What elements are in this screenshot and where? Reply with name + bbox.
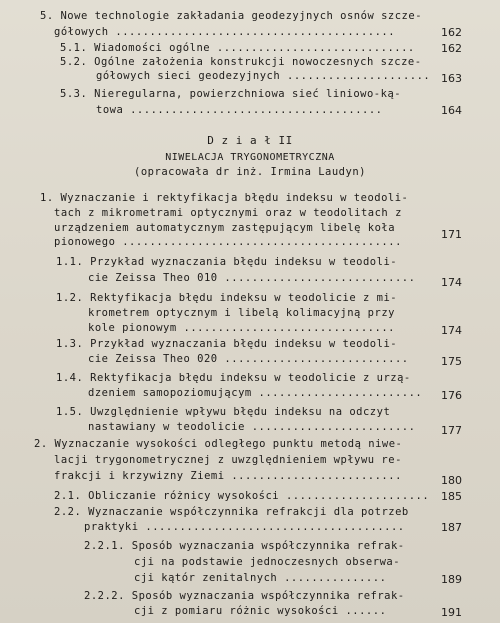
section-title: NIWELACJA TRYGONOMETRYCZNA <box>165 152 335 163</box>
toc-entry-1-5: 1.5. Uwzględnienie wpływu błędu indeksu na odczyt <box>56 406 391 418</box>
toc-entry-2-2-1-cont: cji kątór zenitalnych ............... <box>134 572 387 584</box>
toc-entry-1-2: 1.2. Rektyfikacja błędu indeksu w teodolicie z mi- <box>56 292 398 304</box>
toc-entry-1: 1. Wyznaczanie i rektyfikacja błędu indeksu w teodoli- <box>40 192 409 204</box>
page-number: 171 <box>441 228 462 241</box>
page-number: 162 <box>441 42 462 55</box>
toc-entry-1-2-cont: krometrem optycznym i libelą kolimacyjną przy <box>88 307 395 319</box>
toc-entry-1-cont: pionowego ......................................... <box>54 236 402 248</box>
page-number: 163 <box>441 72 462 85</box>
toc-entry-5-1: 5.1. Wiadomości ogólne ............................. <box>60 42 415 54</box>
page-number: 191 <box>441 606 462 619</box>
toc-entry-1-5-cont: nastawiany w teodolicie ........................ <box>88 421 416 433</box>
page-number: 176 <box>441 389 462 402</box>
page-number: 174 <box>441 276 462 289</box>
toc-entry-2-2-2: 2.2.2. Sposób wyznaczania współczynnika refrak- <box>84 590 405 602</box>
page-number: 174 <box>441 324 462 337</box>
page-number: 187 <box>441 521 462 534</box>
page-number: 162 <box>441 26 462 39</box>
toc-entry-5-cont: gółowych ......................................... <box>54 26 396 38</box>
section-author: (opracowała dr inż. Irmina Laudyn) <box>134 166 366 178</box>
toc-entry-2: 2. Wyznaczanie wysokości odległego punktu metodą niwe- <box>34 438 403 450</box>
page-number: 189 <box>441 573 462 586</box>
toc-entry-5: 5. Nowe technologie zakładania geodezyjnych osnów szcze- <box>40 10 423 22</box>
toc-entry-5-2: 5.2. Ogólne założenia konstrukcji nowoczesnych szcze- <box>60 56 422 68</box>
page-number: 185 <box>441 490 462 503</box>
toc-entry-1-1-cont: cie Zeissa Theo 010 ............................ <box>88 272 416 284</box>
toc-entry-1-4: 1.4. Rektyfikacja błędu indeksu w teodolicie z urzą- <box>56 372 411 384</box>
toc-entry-1-4-cont: dzeniem samopoziomującym ........................ <box>88 387 423 399</box>
section-heading: D z i a ł II <box>207 134 293 147</box>
toc-entry-1-1: 1.1. Przykład wyznaczania błędu indeksu w teodoli- <box>56 256 398 268</box>
toc-entry-1-cont: urządzeniem automatycznym zastępującym libelę koła <box>54 222 396 234</box>
toc-entry-5-2-cont: gółowych sieci geodezyjnych ..................... <box>96 70 431 82</box>
toc-entry-1-3: 1.3. Przykład wyznaczania błędu indeksu w teodoli- <box>56 338 398 350</box>
toc-entry-2-2-1: 2.2.1. Sposób wyznaczania współczynnika refrak- <box>84 540 405 552</box>
toc-entry-2-2-1-cont: cji na podstawie jednoczesnych obserwa- <box>134 556 401 568</box>
toc-entry-5-3: 5.3. Nieregularna, powierzchniowa sieć liniowo-ką- <box>60 88 402 100</box>
toc-entry-1-2-cont: kole pionowym ............................... <box>88 322 395 334</box>
page-number: 180 <box>441 474 462 487</box>
toc-entry-2-cont: lacji trygonometrycznej z uwzględnieniem wpływu re- <box>54 454 402 466</box>
toc-entry-1-cont: tach z mikrometrami optycznymi oraz w teodolitach z <box>54 207 402 219</box>
toc-entry-2-cont: frakcji i krzywizny Ziemi ......................... <box>54 470 402 482</box>
toc-entry-2-1: 2.1. Obliczanie różnicy wysokości ..................... <box>54 490 430 502</box>
toc-entry-2-2-cont: praktyki ...................................... <box>84 521 405 533</box>
page-number: 177 <box>441 424 462 437</box>
page-number: 175 <box>441 355 462 368</box>
toc-entry-5-3-cont: towa ..................................... <box>96 104 383 116</box>
page-number: 164 <box>441 104 462 117</box>
toc-entry-1-3-cont: cie Zeissa Theo 020 ........................... <box>88 353 409 365</box>
toc-entry-2-2: 2.2. Wyznaczanie współczynnika refrakcji dla potrzeb <box>54 506 409 518</box>
toc-entry-2-2-2-cont: cji z pomiaru różnic wysokości ...... <box>134 605 387 617</box>
